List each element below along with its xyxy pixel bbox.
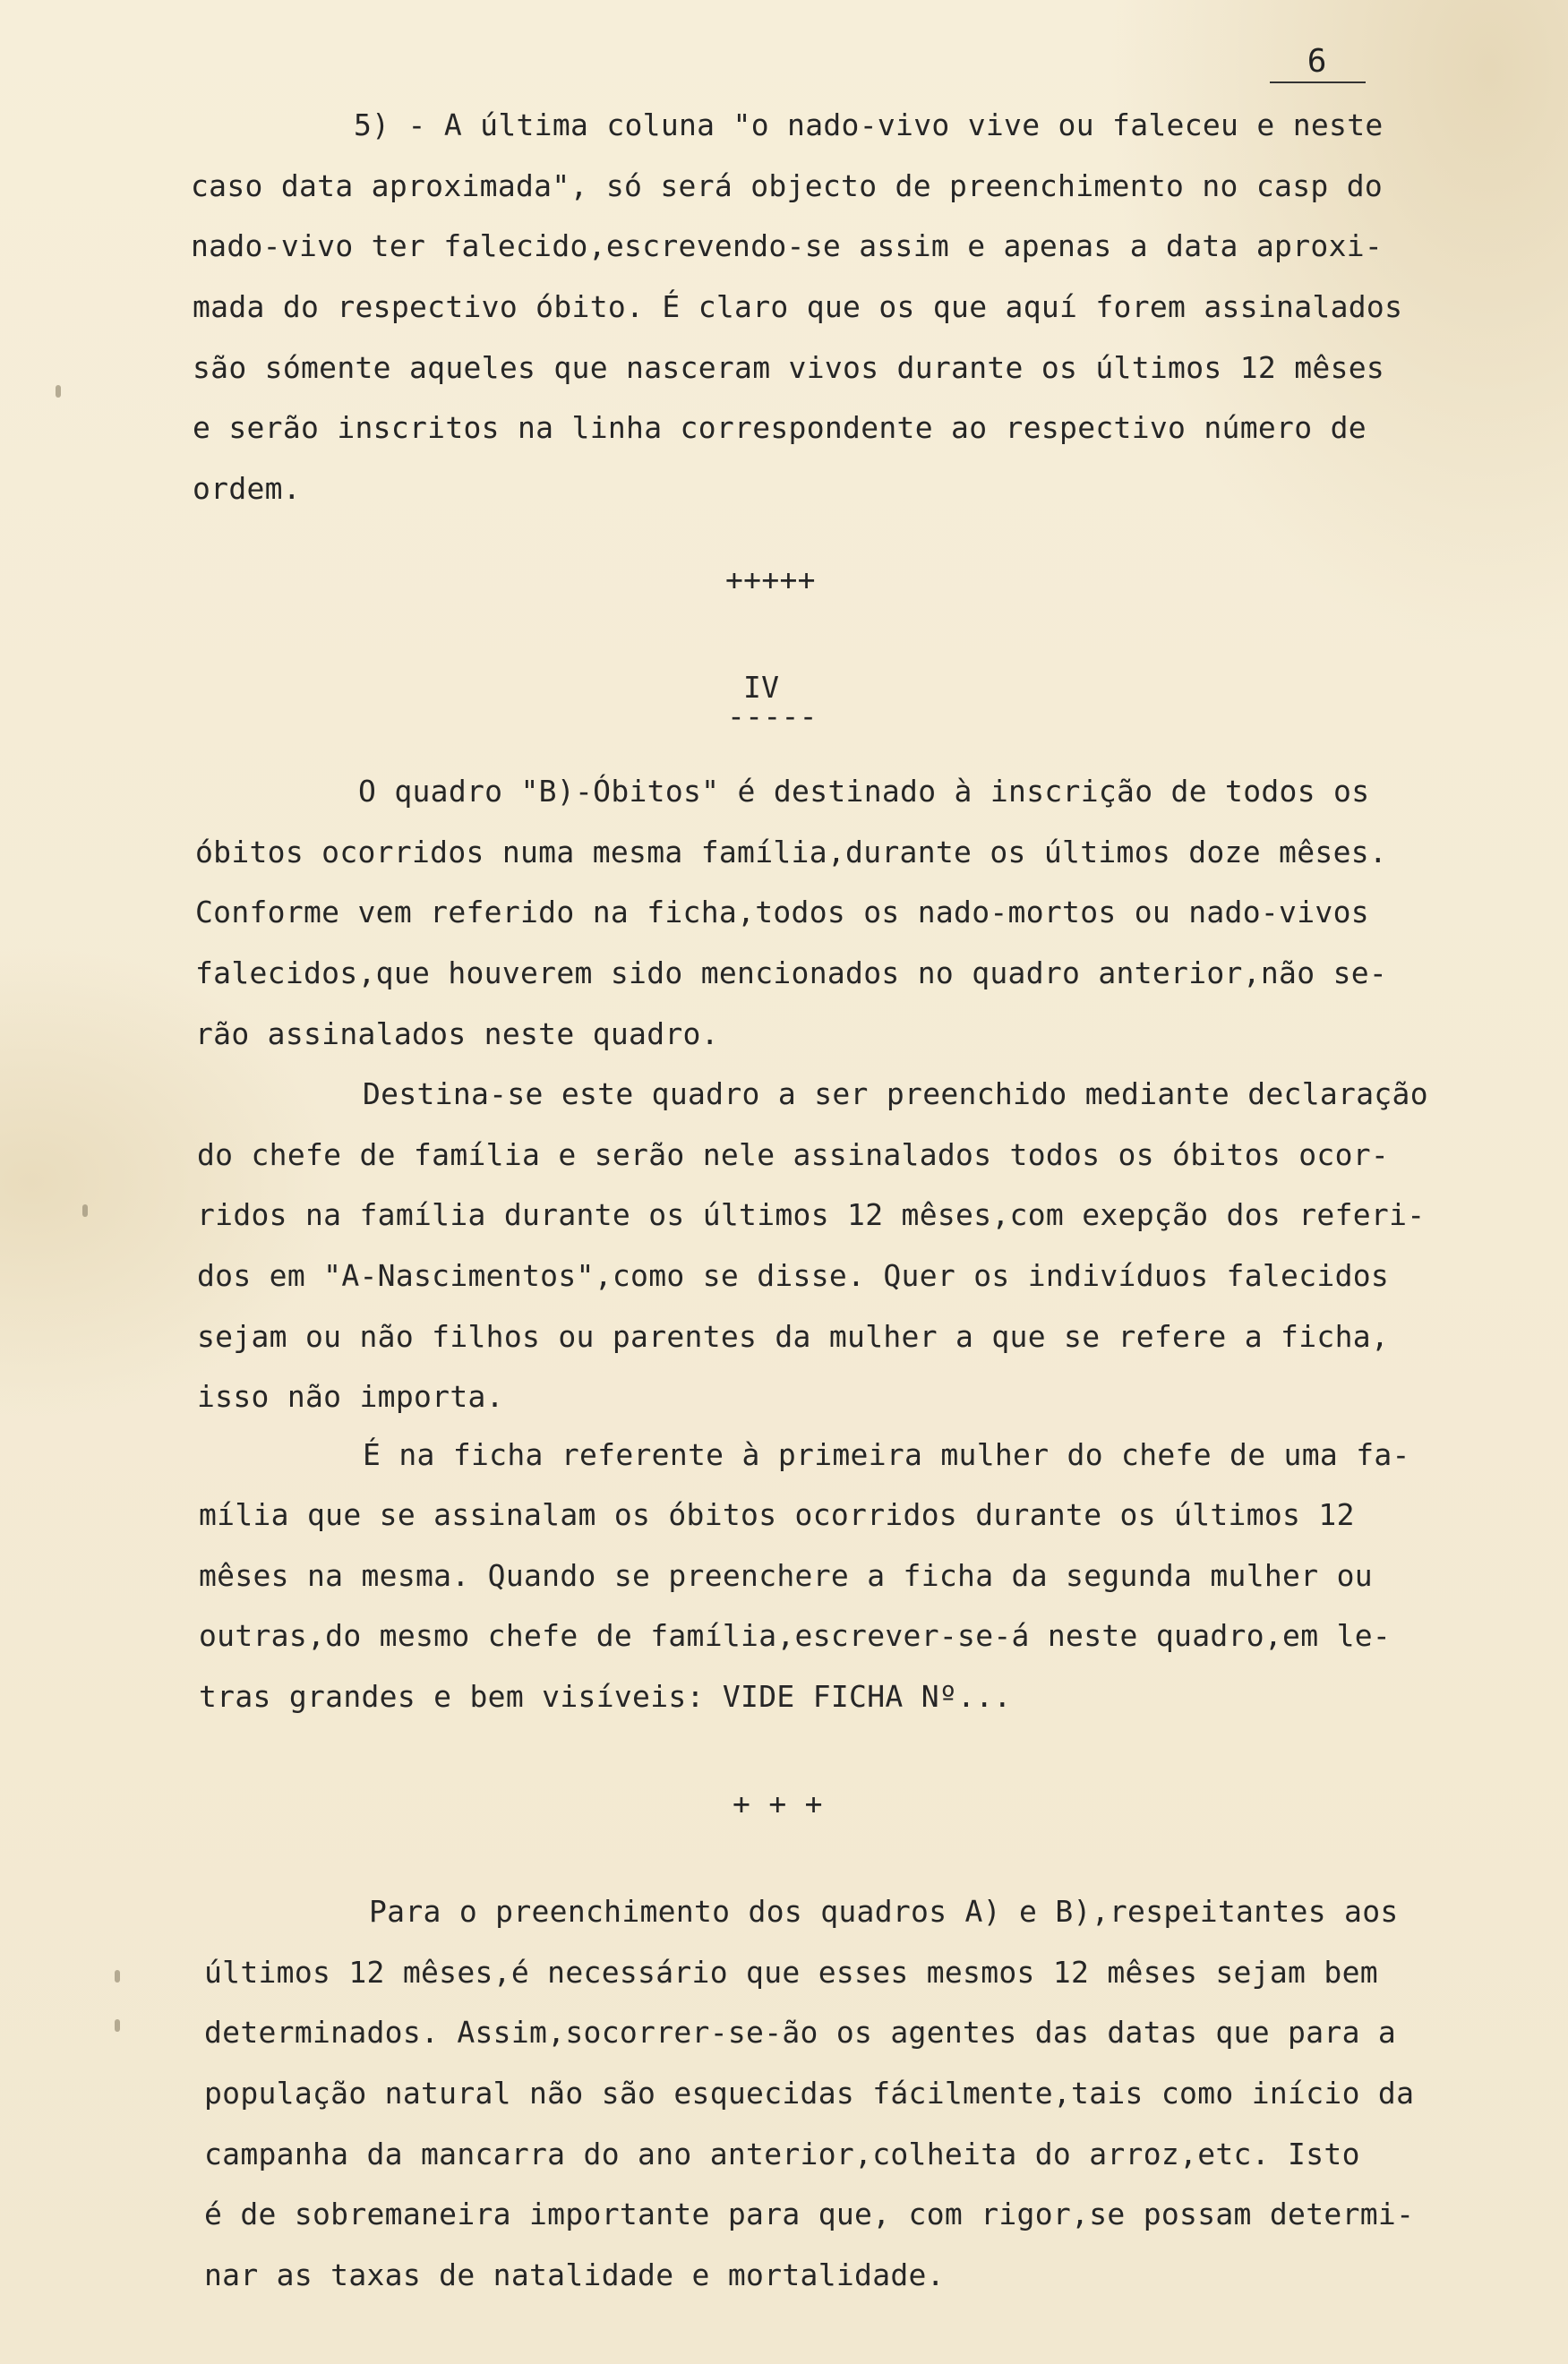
text-line: outras,do mesmo chefe de família,escrever-se-á neste quadro,em le-: [199, 1618, 1392, 1653]
text-line: ordem.: [193, 471, 302, 506]
text-line: rão assinalados neste quadro.: [195, 1016, 719, 1051]
text-line: mêses na mesma. Quando se preenchere a ficha da segunda mulher ou: [199, 1558, 1373, 1593]
text-line: mília que se assinalam os óbitos ocorridos durante os últimos 12: [199, 1497, 1355, 1532]
page-number: [1270, 43, 1366, 80]
section-heading: IV: [743, 670, 780, 705]
text-line: últimos 12 mêses,é necessário que esses mesmos 12 mêses sejam bem: [204, 1955, 1378, 1990]
text-line: mada do respectivo óbito. É claro que os que aquí forem assinalados: [193, 289, 1403, 324]
text-line: e serão inscritos na linha correspondente ao respectivo número de: [193, 410, 1367, 445]
page-number-text: 6: [1307, 43, 1329, 80]
text-line: são sómente aqueles que nasceram vivos durante os últimos 12 mêses: [193, 350, 1385, 385]
text-line: Conforme vem referido na ficha,todos os nado-mortos ou nado-vivos: [195, 895, 1369, 929]
text-line: 5) - A última coluna "o nado-vivo vive ou faleceu e neste: [354, 107, 1384, 142]
text-line: O quadro "B)-Óbitos" é destinado à inscrição de todos os: [358, 774, 1370, 809]
text-line: é de sobremaneira importante para que, com rigor,se possam determi-: [204, 2197, 1415, 2231]
text-line: tras grandes e bem visíveis: VIDE FICHA Nº...: [199, 1679, 1012, 1714]
text-line: Destina-se este quadro a ser preenchido mediante declaração: [363, 1076, 1428, 1111]
text-line: sejam ou não filhos ou parentes da mulher a que se refere a ficha,: [197, 1319, 1390, 1354]
heading-rule: -----: [727, 698, 818, 733]
text-line: Para o preenchimento dos quadros A) e B),respeitantes aos: [369, 1894, 1399, 1929]
text-line: falecidos,que houverem sido mencionados no quadro anterior,não se-: [195, 955, 1388, 990]
text-line: campanha da mancarra do ano anterior,colheita do arroz,etc. Isto: [204, 2137, 1360, 2171]
text-line: nar as taxas de natalidade e mortalidade.: [204, 2257, 945, 2292]
text-line: do chefe de família e serão nele assinalados todos os óbitos ocor-: [197, 1137, 1390, 1172]
text-line: ridos na família durante os últimos 12 mêses,com exepção dos referi-: [197, 1197, 1426, 1232]
text-line: determinados. Assim,socorrer-se-ão os agentes das datas que para a: [204, 2015, 1397, 2050]
margin-mark: [115, 2019, 120, 2032]
separator: + + +: [733, 1786, 823, 1821]
text-line: óbitos ocorridos numa mesma família,durante os últimos doze mêses.: [195, 835, 1388, 869]
separator: +++++: [725, 562, 816, 597]
margin-mark: [56, 385, 61, 398]
text-line: caso data aproximada", só será objecto de preenchimento no casp do: [191, 168, 1384, 203]
text-line: dos em "A-Nascimentos",como se disse. Quer os indivíduos falecidos: [197, 1258, 1390, 1293]
margin-mark: [115, 1970, 120, 1983]
margin-mark: [82, 1204, 88, 1217]
text-line: nado-vivo ter falecido,escrevendo-se assim e apenas a data aproxi-: [191, 228, 1384, 263]
text-line: É na ficha referente à primeira mulher do chefe de uma fa-: [363, 1437, 1410, 1472]
text-line: isso não importa.: [197, 1379, 504, 1414]
text-line: população natural não são esquecidas fácilmente,tais como início da: [204, 2076, 1415, 2111]
